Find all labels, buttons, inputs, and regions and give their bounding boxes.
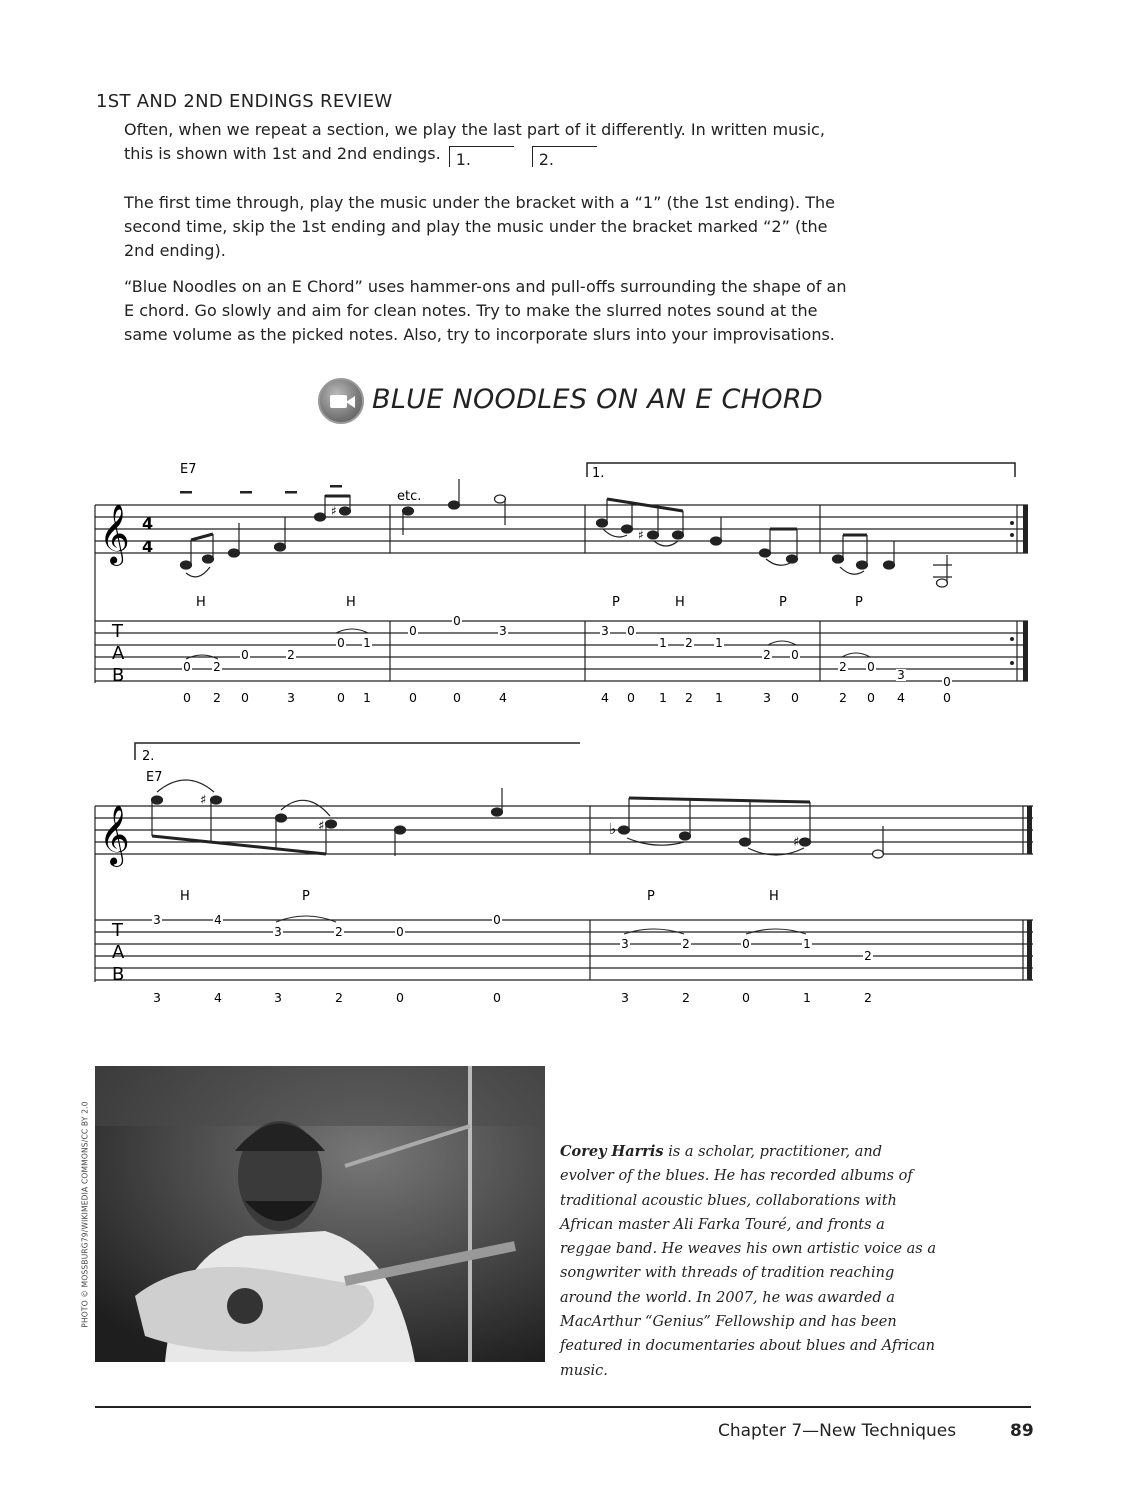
tab-letter-b: B <box>112 665 125 686</box>
caption-name: Corey Harris <box>560 1143 664 1160</box>
intro-text: Often, when we repeat a section, we play the last part of it differently. In written music, this is shown with 1st and 2nd endings. <box>124 120 825 163</box>
slur-mark: H <box>196 595 206 610</box>
footer-divider <box>95 1406 1031 1408</box>
fingering: 2 <box>213 690 221 705</box>
tab-number: 0 <box>396 925 404 939</box>
time-sig-top: 4 <box>142 514 154 533</box>
tab-number: 2 <box>685 636 693 650</box>
sharp-sign: ♯ <box>200 793 207 808</box>
fingering: 4 <box>499 690 507 705</box>
chord-symbol: E7 <box>180 462 197 477</box>
tab-letter-a: A <box>112 942 125 963</box>
page-number: 89 <box>1010 1421 1034 1441</box>
flat-sign: ♭ <box>609 820 617 838</box>
fingering: 0 <box>867 690 875 705</box>
ending-2-label: 2. <box>142 749 155 764</box>
ending-box-2: 2. <box>532 146 597 167</box>
tab-letter-a: A <box>112 643 125 664</box>
tab-number: 2 <box>213 660 221 674</box>
tab-number: 0 <box>337 636 345 650</box>
fingering: 0 <box>493 990 501 1005</box>
fingering: 4 <box>601 690 609 705</box>
tab-number: 3 <box>153 913 161 927</box>
fingering: 1 <box>659 690 667 705</box>
chord-symbol: E7 <box>146 770 163 785</box>
fingering: 3 <box>287 690 295 705</box>
sharp-sign: ♯ <box>331 504 337 518</box>
tab-number: 0 <box>627 624 635 638</box>
musician-photo <box>95 1066 545 1362</box>
fingering: 0 <box>396 990 404 1005</box>
fingering: 4 <box>214 990 222 1005</box>
tab-number: 1 <box>659 636 667 650</box>
fingering: 0 <box>409 690 417 705</box>
section-heading: 1ST AND 2ND ENDINGS REVIEW <box>96 91 393 112</box>
tab-number: 2 <box>682 937 690 951</box>
photo-caption <box>560 1140 940 1383</box>
fingering: 1 <box>803 990 811 1005</box>
treble-clef: 𝄞 <box>99 805 130 865</box>
tab-number: 0 <box>742 937 750 951</box>
tab-number: 3 <box>601 624 609 638</box>
tab-number: 0 <box>183 660 191 674</box>
video-camera-icon[interactable] <box>318 378 364 424</box>
tab-number: 1 <box>363 636 371 650</box>
fingering: 1 <box>715 690 723 705</box>
tab-number: 3 <box>621 937 629 951</box>
tab-number: 2 <box>763 648 771 662</box>
tab-letter-t: T <box>112 920 123 941</box>
slur-mark: H <box>180 889 190 904</box>
tab-number: 0 <box>453 614 461 628</box>
tab-number: 4 <box>214 913 222 927</box>
tab-number: 0 <box>241 648 249 662</box>
fingering: 0 <box>791 690 799 705</box>
fingering: 0 <box>337 690 345 705</box>
song-description: “Blue Noodles on an E Chord” uses hammer-ons and pull-offs surrounding the shape of an E chord. Go slowly and aim for clean notes. Try to make the slurred notes sound at the same volume as the picked notes. Also, try to incorporate slurs into your improvisations. <box>124 277 847 344</box>
slur-mark: H <box>346 595 356 610</box>
photo-credit: PHOTO © MOSSBURG79/WIKIMEDIA COMMONS/CC BY 2.0 <box>80 1101 90 1328</box>
caption-text: is a scholar, practitioner, and evolver of the blues. He has recorded albums of traditional acoustic blues, collaborations with African master Ali Farka Touré, and fronts a reggae band. He weaves his own artistic voice as a songwriter with threads of tradition reaching around the world. In 2007, he was awarded a MacArthur “Genius” Fellowship and has been featured in documentaries about blues and African music. <box>560 1144 936 1379</box>
tab-number: 2 <box>287 648 295 662</box>
fingering: 3 <box>763 690 771 705</box>
fingering: 0 <box>453 690 461 705</box>
tab-number: 0 <box>791 648 799 662</box>
fingering: 2 <box>864 990 872 1005</box>
tab-number: 0 <box>867 660 875 674</box>
etc-label: etc. <box>397 489 422 504</box>
tab-letter-t: T <box>112 621 123 642</box>
slur-mark: P <box>302 889 310 904</box>
tab-number: 1 <box>715 636 723 650</box>
slur-mark: H <box>675 595 685 610</box>
fingering: 0 <box>183 690 191 705</box>
tab-number: 1 <box>803 937 811 951</box>
time-sig-bottom: 4 <box>142 537 154 556</box>
music-system-1 <box>90 455 1040 715</box>
ending-box-1: 1. <box>449 146 514 167</box>
fingering: 0 <box>627 690 635 705</box>
intro-paragraph <box>124 118 854 167</box>
sharp-sign: ♯ <box>318 819 325 834</box>
tab-number: 0 <box>493 913 501 927</box>
tab-number: 2 <box>335 925 343 939</box>
slur-mark: P <box>779 595 787 610</box>
fingering: 2 <box>682 990 690 1005</box>
endings-explanation: The first time through, play the music under the bracket with a “1” (the 1st ending). The second time, skip the 1st ending and play the music under the bracket marked “2” (the 2nd ending). <box>124 193 835 260</box>
sharp-sign: ♯ <box>638 528 644 542</box>
music-system-2 <box>90 738 1040 1013</box>
tab-number: 3 <box>274 925 282 939</box>
tab-number: 2 <box>839 660 847 674</box>
tab-letter-b: B <box>112 964 125 985</box>
fingering: 0 <box>943 690 951 705</box>
song-title: BLUE NOODLES ON AN E CHORD <box>372 384 823 415</box>
slur-mark: H <box>769 889 779 904</box>
tab-number: 0 <box>409 624 417 638</box>
sharp-sign: ♯ <box>793 835 800 850</box>
fingering: 0 <box>742 990 750 1005</box>
tab-number: 2 <box>864 949 872 963</box>
tab-number: 3 <box>499 624 507 638</box>
fingering: 2 <box>839 690 847 705</box>
fingering: 1 <box>363 690 371 705</box>
footer-chapter: Chapter 7—New Techniques <box>718 1421 957 1441</box>
slur-mark: P <box>647 889 655 904</box>
fingering: 3 <box>274 990 282 1005</box>
tab-number: 0 <box>943 675 951 689</box>
fingering: 0 <box>241 690 249 705</box>
slur-mark: P <box>612 595 620 610</box>
fingering: 2 <box>685 690 693 705</box>
fingering: 4 <box>897 690 905 705</box>
slur-mark: P <box>855 595 863 610</box>
fingering: 3 <box>621 990 629 1005</box>
fingering: 2 <box>335 990 343 1005</box>
treble-clef: 𝄞 <box>99 504 130 564</box>
ending-1-label: 1. <box>592 466 605 481</box>
fingering: 3 <box>153 990 161 1005</box>
tab-number: 3 <box>897 668 905 682</box>
